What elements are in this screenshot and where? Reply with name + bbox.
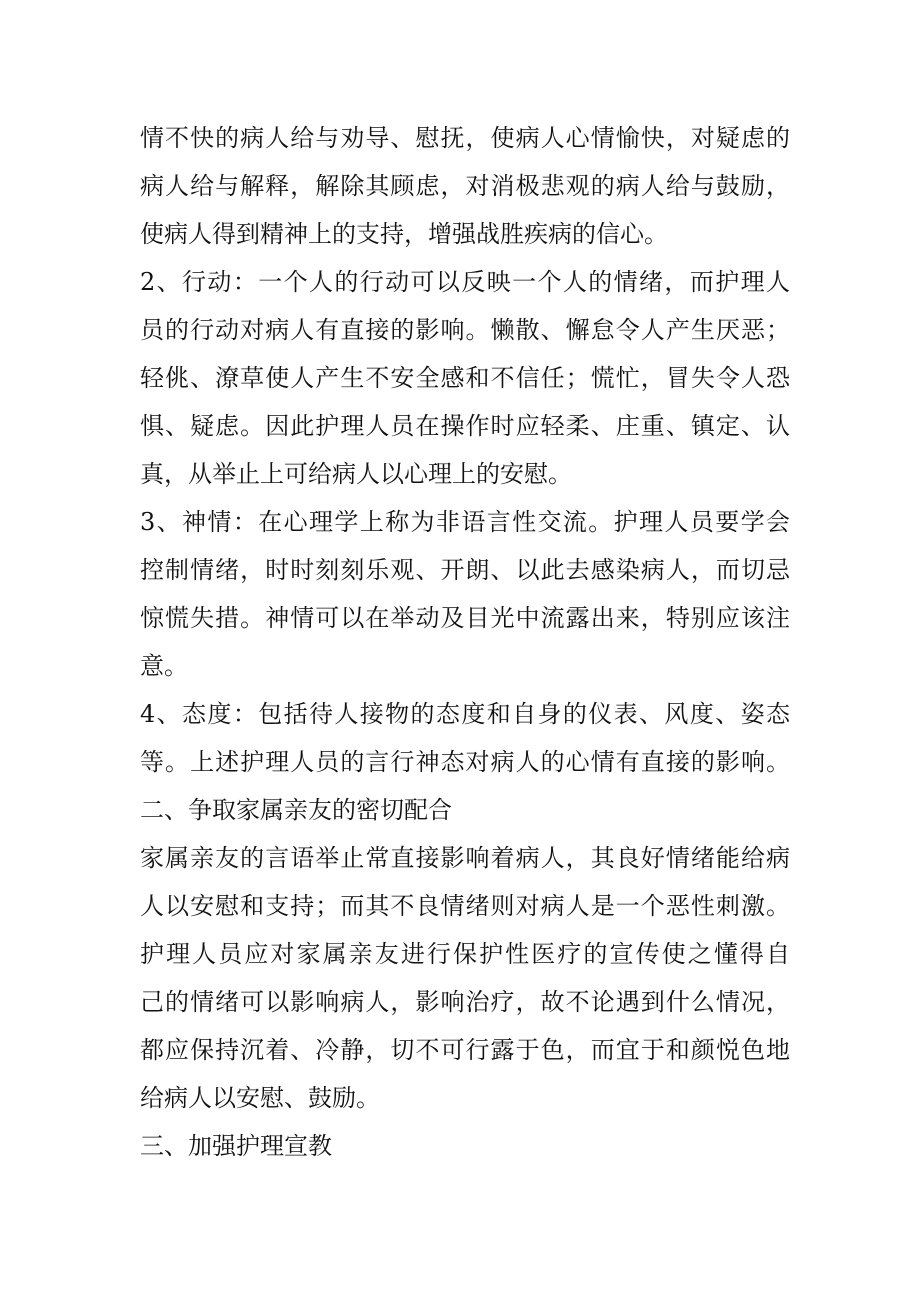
- text-line: 真，从举止上可给病人以心理上的安慰。: [140, 460, 572, 488]
- text-line: 人以安慰和支持；而其不良情绪则对病人是一个恶性刺激。: [140, 892, 790, 920]
- text-line: 己的情绪可以影响病人，影响治疗，故不论遇到什么情况，: [140, 988, 790, 1016]
- text-line: 等。上述护理人员的言行神态对病人的心情有直接的影响。: [140, 748, 790, 776]
- text-line: 意。: [140, 652, 188, 680]
- text-line: 家属亲友的言语举止常直接影响着病人，其良好情绪能给病: [140, 844, 790, 872]
- text-line: 护理人员应对家属亲友进行保护性医疗的宣传使之懂得自: [140, 940, 790, 968]
- text-line: 员的行动对病人有直接的影响。懒散、懈怠令人产生厌恶；: [140, 316, 790, 344]
- text-line: 给病人以安慰、鼓励。: [140, 1084, 380, 1112]
- text-line: 轻佻、潦草使人产生不安全感和不信任；慌忙，冒失令人恐: [140, 364, 790, 392]
- text-line: 病人给与解释，解除其顾虑，对消极悲观的病人给与鼓励，: [140, 172, 790, 200]
- document-body: [140, 114, 790, 1170]
- text-line: 情不快的病人给与劝导、慰抚，使病人心情愉快，对疑虑的: [140, 124, 790, 152]
- text-line: 都应保持沉着、冷静，切不可行露于色，而宜于和颜悦色地: [140, 1036, 790, 1064]
- text-line: 2、行动：一个人的行动可以反映一个人的情绪，而护理人: [140, 268, 790, 296]
- text-line: 4、态度：包括待人接物的态度和自身的仪表、风度、姿态: [140, 700, 790, 728]
- text-line: 二、争取家属亲友的密切配合: [140, 796, 452, 824]
- text-line: 惧、疑虑。因此护理人员在操作时应轻柔、庄重、镇定、认: [140, 412, 790, 440]
- text-line: 控制情绪，时时刻刻乐观、开朗、以此去感染病人，而切忌: [140, 556, 790, 584]
- text-line: 三、加强护理宣教: [140, 1132, 332, 1160]
- text-line: 使病人得到精神上的支持，增强战胜疾病的信心。: [140, 220, 668, 248]
- text-line: 惊慌失措。神情可以在举动及目光中流露出来，特别应该注: [140, 604, 790, 632]
- text-line: 3、神情：在心理学上称为非语言性交流。护理人员要学会: [140, 508, 790, 536]
